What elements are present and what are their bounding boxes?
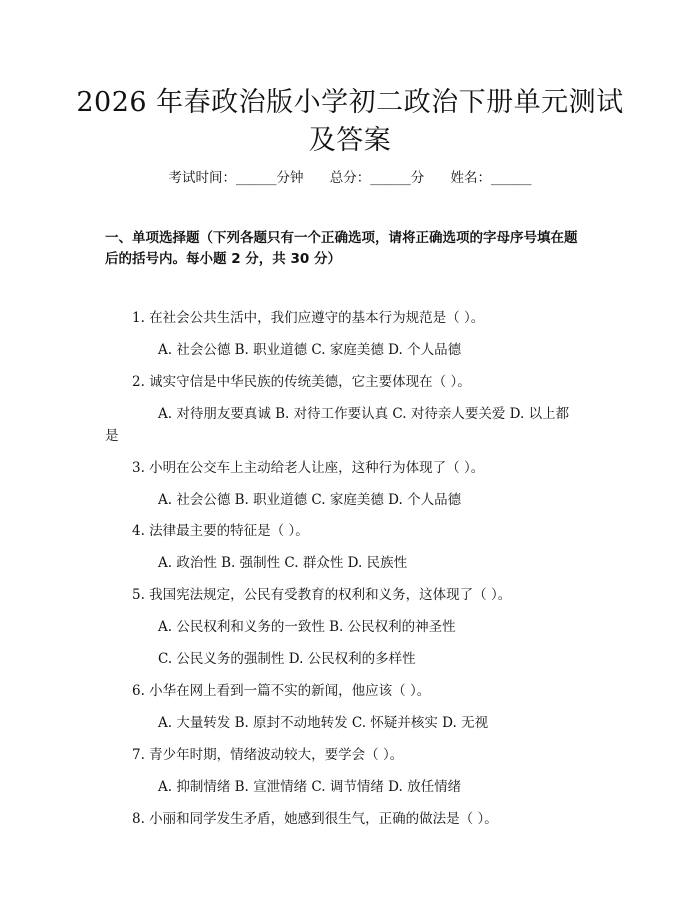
question-stem: 5. 我国宪法规定，公民有受教育的权利和义务，这体现了（ ）。: [132, 587, 512, 603]
question-stem: 4. 法律最主要的特征是（ ）。: [132, 523, 309, 539]
question-options: C. 公民义务的强制性 D. 公民权利的多样性: [158, 651, 416, 667]
section-heading-line-2: 后的括号内。每小题 2 分，共 30 分）: [105, 251, 341, 267]
question-stem: 2. 诚实守信是中华民族的传统美德，它主要体现在（ ）。: [132, 374, 471, 390]
question-options: A. 公民权利和义务的一致性 B. 公民权利的神圣性: [158, 619, 456, 635]
question-options: A. 抑制情绪 B. 宣泄情绪 C. 调节情绪 D. 放任情绪: [158, 779, 462, 795]
total-score-label: 总分：______分: [329, 170, 425, 186]
question-options: A. 对待朋友要真诚 B. 对待工作要认真 C. 对待亲人要关爱 D. 以上都: [158, 406, 570, 422]
title-line-1: 2026 年春政治版小学初二政治下册单元测试: [76, 87, 624, 118]
question-stem: 8. 小丽和同学发生矛盾，她感到很生气，正确的做法是（ ）。: [132, 811, 498, 827]
title-line-2: 及答案: [308, 125, 392, 156]
exam-time-label: 考试时间：______分钟: [168, 170, 304, 186]
page-title: [0, 84, 700, 160]
question-options: A. 政治性 B. 强制性 C. 群众性 D. 民族性: [158, 555, 408, 571]
question-stem: 3. 小明在公交车上主动给老人让座，这种行为体现了（ ）。: [132, 460, 485, 476]
question-stem: 6. 小华在网上看到一篇不实的新闻，他应该（ ）。: [132, 683, 431, 699]
exam-meta: [0, 168, 700, 188]
question-options: A. 社会公德 B. 职业道德 C. 家庭美德 D. 个人品德: [158, 492, 462, 508]
question-stem: 7. 青少年时期，情绪波动较大，要学会（ ）。: [132, 747, 404, 763]
question-options: A. 大量转发 B. 原封不动地转发 C. 怀疑并核实 D. 无视: [158, 715, 489, 731]
question-stem: 1. 在社会公共生活中，我们应遵守的基本行为规范是（ ）。: [132, 310, 485, 326]
question-options: A. 社会公德 B. 职业道德 C. 家庭美德 D. 个人品德: [158, 342, 462, 358]
student-name-label: 姓名：______: [450, 170, 532, 186]
section-heading-line-1: 一、单项选择题（下列各题只有一个正确选项，请将正确选项的字母序号填在题: [105, 230, 578, 246]
section-heading: [105, 228, 605, 270]
question-options-continued: 是: [105, 428, 119, 444]
